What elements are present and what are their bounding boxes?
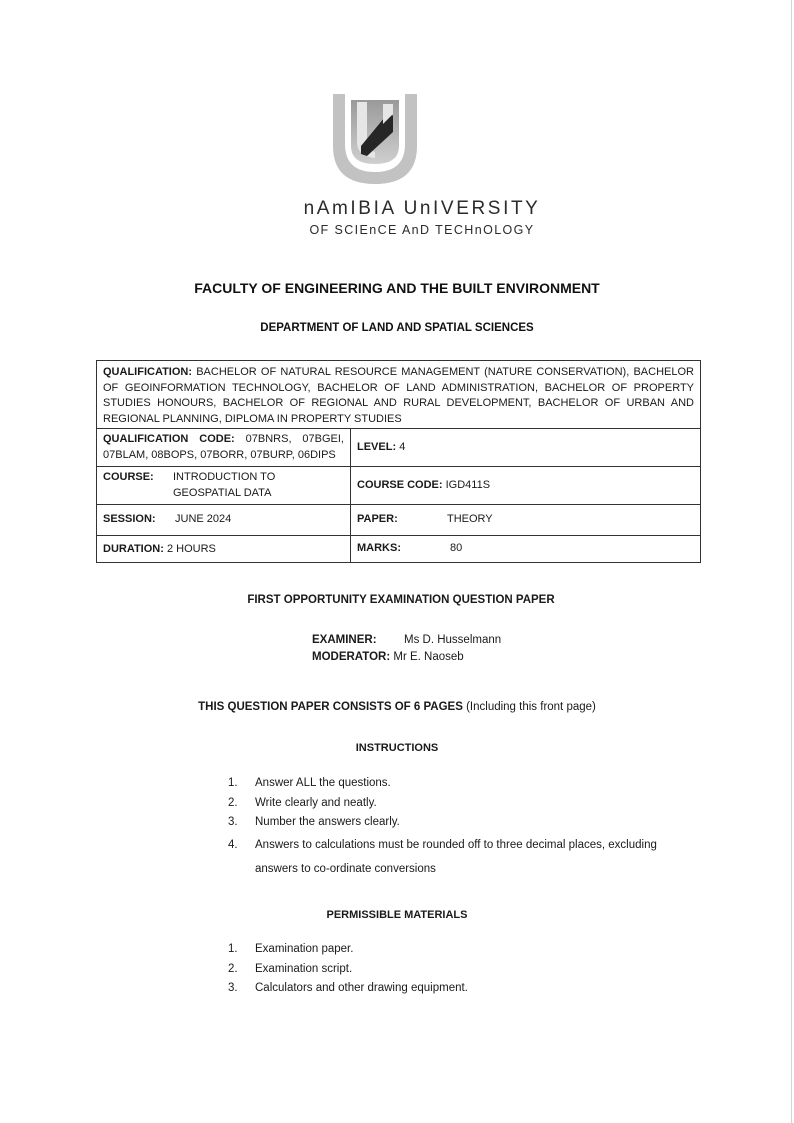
course-code-cell [351, 467, 700, 504]
paper-label: PAPER: [357, 513, 398, 525]
examiner-name: Ms D. Husselmann [404, 634, 502, 646]
marks-cell [351, 536, 700, 563]
list-item-number: 2. [228, 962, 238, 975]
course-code-value: IGD411S [445, 478, 491, 491]
list-item [228, 979, 699, 999]
instructions-list [228, 774, 699, 881]
marks-label: MARKS: [357, 542, 401, 554]
session-row [97, 504, 700, 535]
level-label: LEVEL: [357, 440, 397, 453]
duration-row [97, 535, 700, 563]
list-item-text: Calculators and other drawing equipment. [255, 982, 468, 994]
exam-title: FIRST OPPORTUNITY EXAMINATION QUESTION PAPER [247, 594, 555, 606]
list-item-text: Number the answers clearly. [255, 816, 400, 828]
qualification-code-label: QUALIFICATION CODE: [103, 433, 235, 445]
page-count-normal: (Including this front page) [466, 701, 596, 713]
university-name: nAmIBIA UnIVERSITY [303, 198, 541, 219]
qualification-row [97, 361, 700, 428]
list-item [228, 794, 699, 814]
list-item-number: 4. [228, 838, 238, 851]
moderator-name: Mr E. Naoseb [393, 651, 464, 663]
list-item [228, 960, 699, 980]
level-value: 4 [399, 440, 406, 453]
list-item-text: Examination script. [255, 962, 353, 975]
paper-value: THEORY [447, 513, 493, 525]
qualification-code-value: 07BNRS, 07BGEI, 07BLAM, 08BOPS, 07BORR, 07BURP, 06DIPS [103, 433, 344, 461]
session-cell [97, 505, 351, 535]
list-item-number: 3. [228, 982, 238, 994]
materials-list [228, 940, 699, 999]
list-item [228, 940, 699, 960]
moderator-label: MODERATOR: [312, 651, 391, 663]
course-cell [97, 467, 351, 504]
duration-cell [97, 536, 351, 563]
course-code-label: COURSE CODE: [357, 478, 443, 491]
list-item [228, 774, 699, 794]
duration-label: DURATION: [103, 542, 164, 555]
qualification-label: QUALIFICATION: [103, 366, 193, 378]
materials-title: PERMISSIBLE MATERIALS [326, 909, 468, 921]
session-label: SESSION: [103, 513, 156, 525]
faculty-title: FACULTY OF ENGINEERING AND THE BUILT ENVIRONMENT [194, 280, 600, 296]
list-item-text: Examination paper. [255, 943, 354, 955]
university-subtitle: OF SCIEnCE AnD TECHnOLOGY [309, 223, 535, 237]
qualification-cell [97, 361, 700, 428]
list-item [228, 813, 699, 833]
course-row [97, 466, 700, 504]
university-logo [331, 94, 419, 186]
exam-details-table [96, 360, 701, 563]
duration-value: 2 HOURS [166, 542, 216, 555]
course-value-line1: INTRODUCTION TO [173, 471, 276, 483]
moderator-line [312, 649, 501, 666]
examiner-line [312, 632, 501, 649]
list-item-text: Write clearly and neatly. [255, 796, 377, 809]
list-item-number: 1. [228, 777, 238, 789]
qualification-code-row [97, 428, 700, 466]
course-value [173, 470, 275, 501]
qualification-code-cell [97, 429, 351, 466]
page-count-bold: THIS QUESTION PAPER CONSISTS OF 6 PAGES [198, 701, 463, 713]
course-label: COURSE: [103, 471, 154, 483]
level-cell [351, 429, 700, 466]
list-item-text: Answer ALL the questions. [255, 777, 391, 789]
examiners-block [312, 632, 501, 666]
qualification-value: BACHELOR OF NATURAL RESOURCE MANAGEMENT (NATURE CONSERVATION), BACHELOR OF GEOINFORMATION TECHNOLOGY, BACHELOR OF LAND ADMINISTRATION, BACHELOR OF PROPERTY STUDIES HONOURS, BACHELOR OF REGIONAL AND RURAL DEVELOPMENT, BACHELOR OF URBAN AND REGIONAL PLANNING, DIPLOMA IN PROPERTY STUDIES [103, 366, 694, 425]
department-title: DEPARTMENT OF LAND AND SPATIAL SCIENCES [260, 322, 534, 334]
page-count-note [0, 701, 794, 713]
paper-cell [351, 505, 700, 535]
session-value: JUNE 2024 [175, 513, 232, 525]
course-value-line2: GEOSPATIAL DATA [173, 486, 272, 499]
list-item-number: 2. [228, 796, 238, 809]
list-item-number: 1. [228, 943, 238, 955]
list-item-text: Answers to calculations must be rounded off to three decimal places, excluding answers to co-ordinate conversions [255, 838, 657, 875]
instructions-title: INSTRUCTIONS [355, 742, 439, 754]
marks-value: 80 [450, 542, 463, 554]
examiner-label: EXAMINER: [312, 634, 377, 646]
page-edge [791, 0, 792, 1123]
list-item-number: 3. [228, 816, 238, 828]
list-item [228, 833, 699, 881]
